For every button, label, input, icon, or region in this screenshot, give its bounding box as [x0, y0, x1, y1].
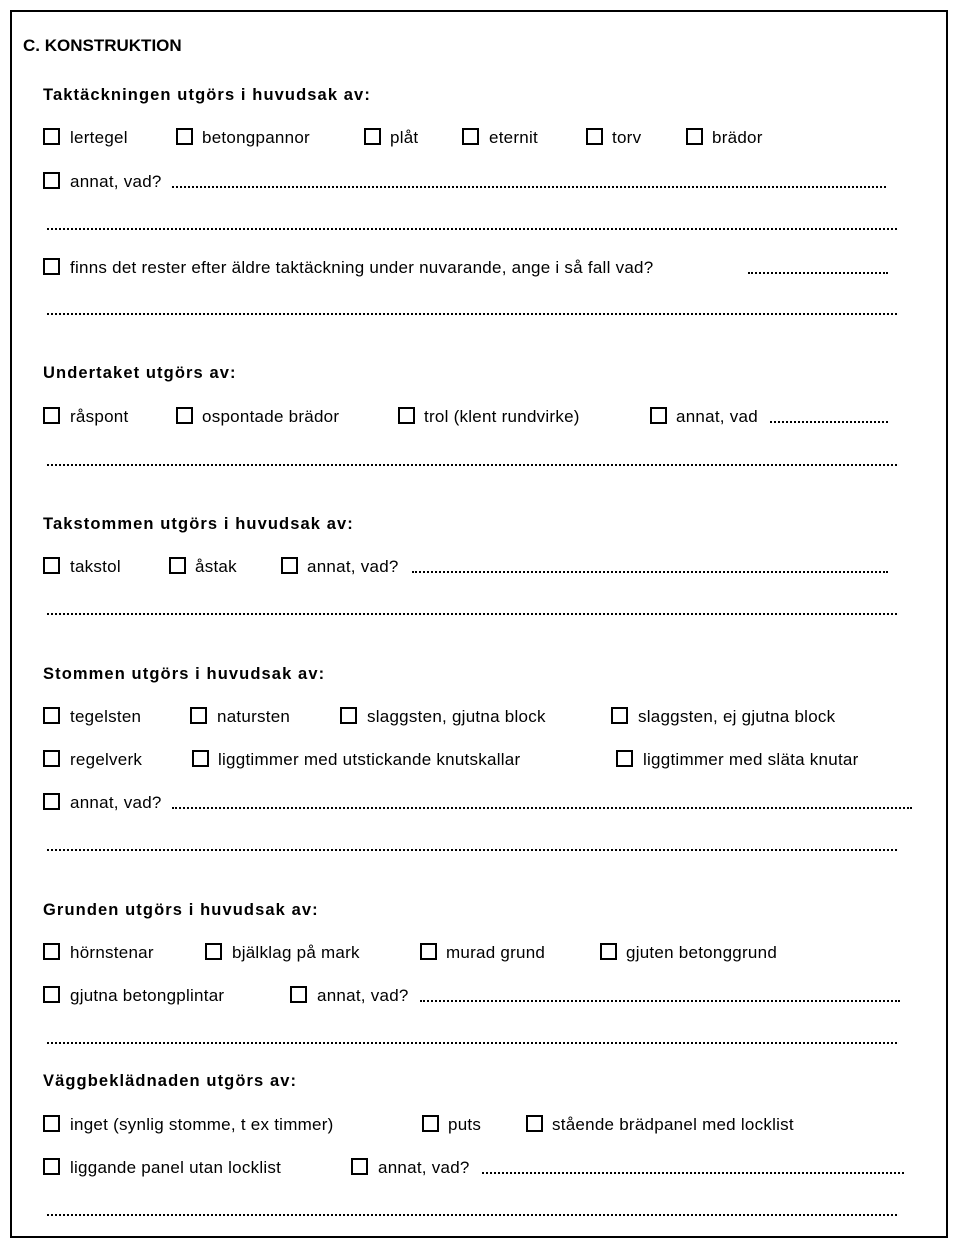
answer-line[interactable] [172, 807, 912, 809]
checkbox-regelverk[interactable] [43, 750, 60, 767]
checkbox-gjuten-betonggrund[interactable] [600, 943, 617, 960]
option-label: natursten [217, 707, 291, 726]
checkbox-takstol[interactable] [43, 557, 60, 574]
option-label: liggtimmer med utstickande knutskallar [218, 750, 521, 769]
option-label: lertegel [70, 128, 128, 147]
option-label: takstol [70, 557, 121, 576]
option-label: tegelsten [70, 707, 142, 726]
option-label: plåt [390, 128, 419, 147]
answer-line[interactable] [748, 272, 888, 274]
checkbox-astak[interactable] [169, 557, 186, 574]
option-label: regelverk [70, 750, 143, 769]
checkbox-bjalklag-pa-mark[interactable] [205, 943, 222, 960]
checkbox-eternit[interactable] [462, 128, 479, 145]
checkbox-ospontade-bradar[interactable] [176, 407, 193, 424]
answer-line[interactable] [47, 464, 897, 466]
section-heading-roof-structure: Takstommen utgörs i huvudsak av: [43, 515, 354, 533]
form-frame [10, 10, 948, 1238]
checkbox-inget[interactable] [43, 1115, 60, 1132]
section-heading-wall-cladding: Väggbeklädnaden utgörs av: [43, 1072, 298, 1090]
checkbox-murad-grund[interactable] [420, 943, 437, 960]
option-label: inget (synlig stomme, t ex timmer) [70, 1115, 334, 1134]
checkbox-tegelsten[interactable] [43, 707, 60, 724]
option-label: ospontade brädor [202, 407, 340, 426]
answer-line[interactable] [482, 1172, 904, 1174]
option-label: annat, vad [676, 407, 758, 426]
checkbox-lertegel[interactable] [43, 128, 60, 145]
option-label: liggande panel utan locklist [70, 1158, 282, 1177]
option-label: slaggsten, ej gjutna block [638, 707, 836, 726]
answer-line[interactable] [47, 613, 897, 615]
option-label: puts [448, 1115, 482, 1134]
answer-line[interactable] [412, 571, 888, 573]
option-label: gjuten betonggrund [626, 943, 778, 962]
checkbox-other-roofing[interactable] [43, 172, 60, 189]
option-label: annat, vad? [378, 1158, 470, 1177]
answer-line[interactable] [770, 421, 888, 423]
option-label: bjälklag på mark [232, 943, 360, 962]
option-label: annat, vad? [317, 986, 409, 1005]
checkbox-liggande-panel[interactable] [43, 1158, 60, 1175]
answer-line[interactable] [47, 1214, 897, 1216]
option-label: eternit [489, 128, 538, 147]
option-label: slaggsten, gjutna block [367, 707, 546, 726]
option-label: stående brädpanel med locklist [552, 1115, 794, 1134]
checkbox-other-roof-structure[interactable] [281, 557, 298, 574]
checkbox-plat[interactable] [364, 128, 381, 145]
option-label: annat, vad? [70, 793, 162, 812]
option-label: murad grund [446, 943, 546, 962]
answer-line[interactable] [47, 228, 897, 230]
option-label: råspont [70, 407, 129, 426]
checkbox-raspont[interactable] [43, 407, 60, 424]
option-label: hörnstenar [70, 943, 154, 962]
answer-line[interactable] [47, 313, 897, 315]
checkbox-slaggsten-ej-gjutna[interactable] [611, 707, 628, 724]
section-heading-frame: Stommen utgörs i huvudsak av: [43, 665, 326, 683]
option-label: finns det rester efter äldre taktäckning under nuvarande, ange i så fall vad? [70, 258, 654, 277]
checkbox-other-underroof[interactable] [650, 407, 667, 424]
answer-line[interactable] [420, 1000, 900, 1002]
checkbox-betongpannor[interactable] [176, 128, 193, 145]
checkbox-staende-bradpanel[interactable] [526, 1115, 543, 1132]
option-label: torv [612, 128, 642, 147]
option-label: gjutna betongplintar [70, 986, 225, 1005]
checkbox-other-foundation[interactable] [290, 986, 307, 1003]
answer-line[interactable] [47, 1042, 897, 1044]
option-label: annat, vad? [70, 172, 162, 191]
checkbox-older-roofing[interactable] [43, 258, 60, 275]
section-heading-roofing: Taktäckningen utgörs i huvudsak av: [43, 86, 371, 104]
checkbox-other-frame[interactable] [43, 793, 60, 810]
option-label: åstak [195, 557, 237, 576]
option-label: betongpannor [202, 128, 310, 147]
checkbox-bradar[interactable] [686, 128, 703, 145]
option-label: trol (klent rundvirke) [424, 407, 580, 426]
checkbox-trol[interactable] [398, 407, 415, 424]
checkbox-liggtimmer-utstickande[interactable] [192, 750, 209, 767]
checkbox-natursten[interactable] [190, 707, 207, 724]
checkbox-slaggsten-gjutna[interactable] [340, 707, 357, 724]
option-label: brädor [712, 128, 763, 147]
section-heading-underroof: Undertaket utgörs av: [43, 364, 237, 382]
checkbox-torv[interactable] [586, 128, 603, 145]
section-heading-foundation: Grunden utgörs i huvudsak av: [43, 901, 319, 919]
checkbox-liggtimmer-slata[interactable] [616, 750, 633, 767]
checkbox-gjutna-betongplintar[interactable] [43, 986, 60, 1003]
checkbox-other-wall-cladding[interactable] [351, 1158, 368, 1175]
checkbox-puts[interactable] [422, 1115, 439, 1132]
answer-line[interactable] [47, 849, 897, 851]
answer-line[interactable] [172, 186, 886, 188]
checkbox-hornstenar[interactable] [43, 943, 60, 960]
option-label: liggtimmer med släta knutar [643, 750, 859, 769]
option-label: annat, vad? [307, 557, 399, 576]
page-title: C. KONSTRUKTION [23, 36, 182, 55]
